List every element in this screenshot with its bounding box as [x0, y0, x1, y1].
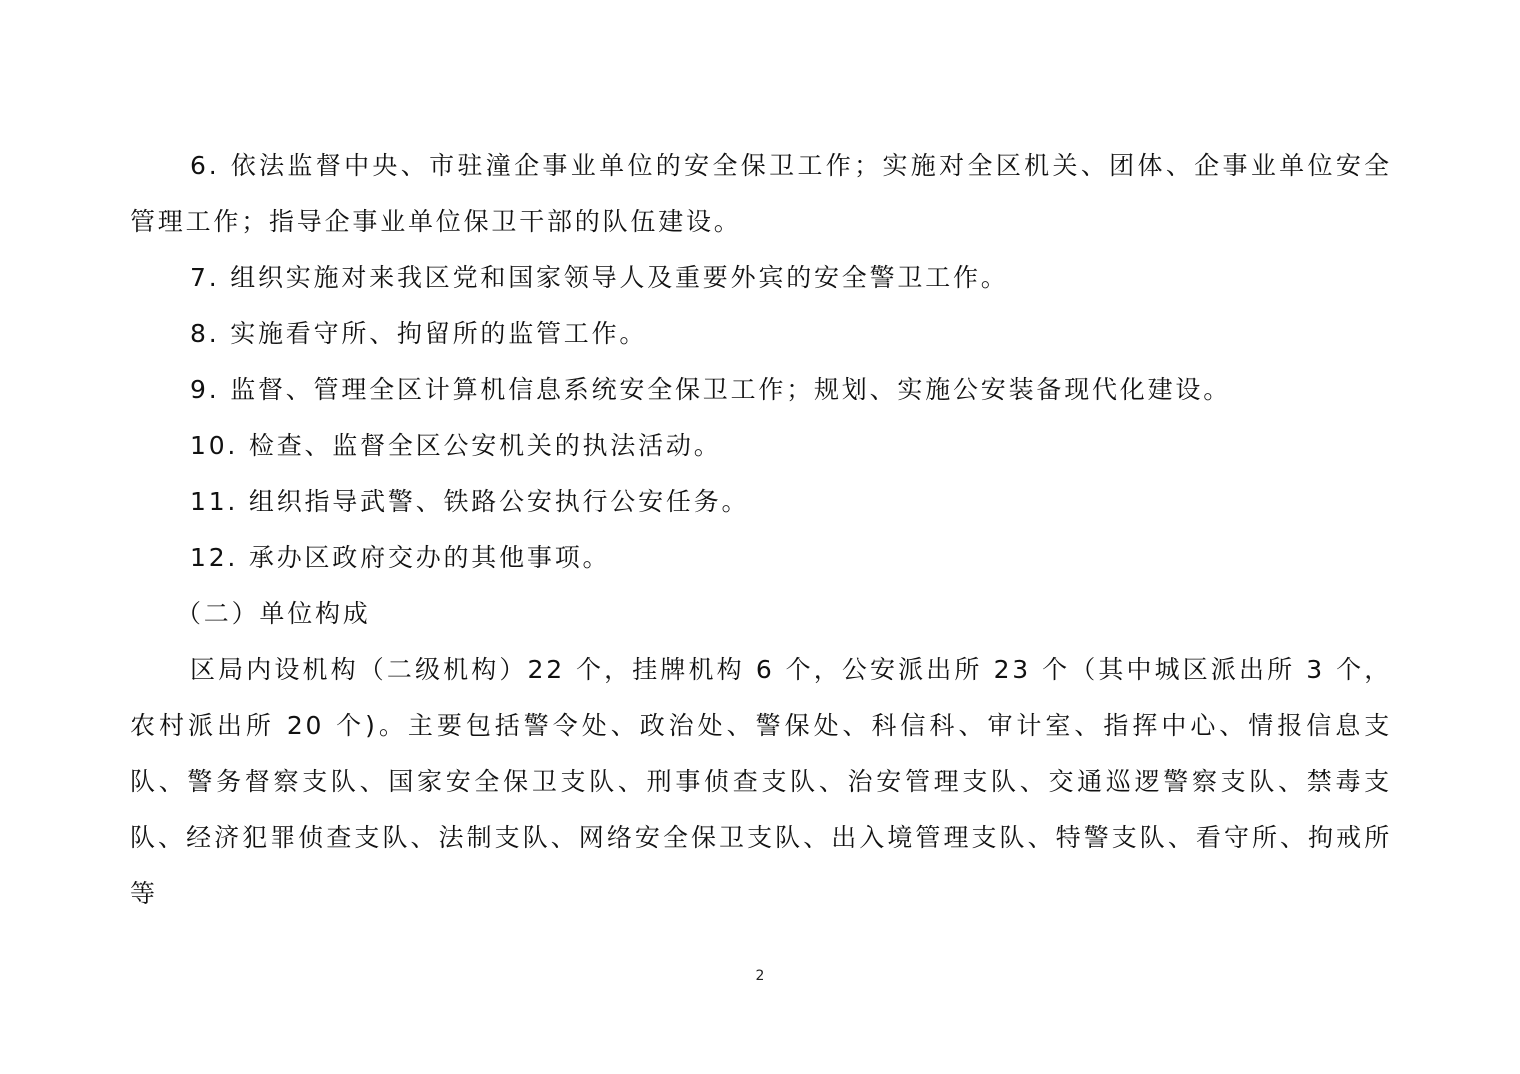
paragraph-item-9: 9. 监督、管理全区计算机信息系统安全保卫工作；规划、实施公安装备现代化建设。 [190, 375, 1232, 404]
paragraph-item-6: 6. 依法监督中央、市驻潼企事业单位的安全保卫工作；实施对全区机关、团体、企事业单位安全管理工作；指导企事业单位保卫干部的队伍建设。 [130, 151, 1392, 236]
paragraph-item-7: 7. 组织实施对来我区党和国家领导人及重要外宾的安全警卫工作。 [190, 263, 1009, 292]
paragraph-item-8: 8. 实施看守所、拘留所的监管工作。 [190, 319, 648, 348]
unit-composition-paragraph: 区局内设机构（二级机构）22 个，挂牌机构 6 个，公安派出所 23 个（其中城区派出所 3 个，农村派出所 20 个)。主要包括警令处、政治处、警保处、科信科、审计室、指挥中心、情报信息支队、警务督察支队、国家安全保卫支队、刑事侦查支队、治安管理支队、交通巡逻警察支队、禁毒支队、经济犯罪侦查支队、法制支队、网络安全保卫支队、出入境管理支队、特警支队、看守所、拘戒所等 [130, 655, 1392, 908]
paragraph-item-11: 11. 组织指导武警、铁路公安执行公安任务。 [190, 487, 750, 516]
page-number: 2 [755, 968, 765, 984]
paragraph-item-10: 10. 检查、监督全区公安机关的执法活动。 [190, 431, 722, 460]
section-heading: （二）单位构成 [176, 599, 371, 628]
document-body [130, 138, 1392, 922]
paragraph-item-12: 12. 承办区政府交办的其他事项。 [190, 543, 611, 572]
